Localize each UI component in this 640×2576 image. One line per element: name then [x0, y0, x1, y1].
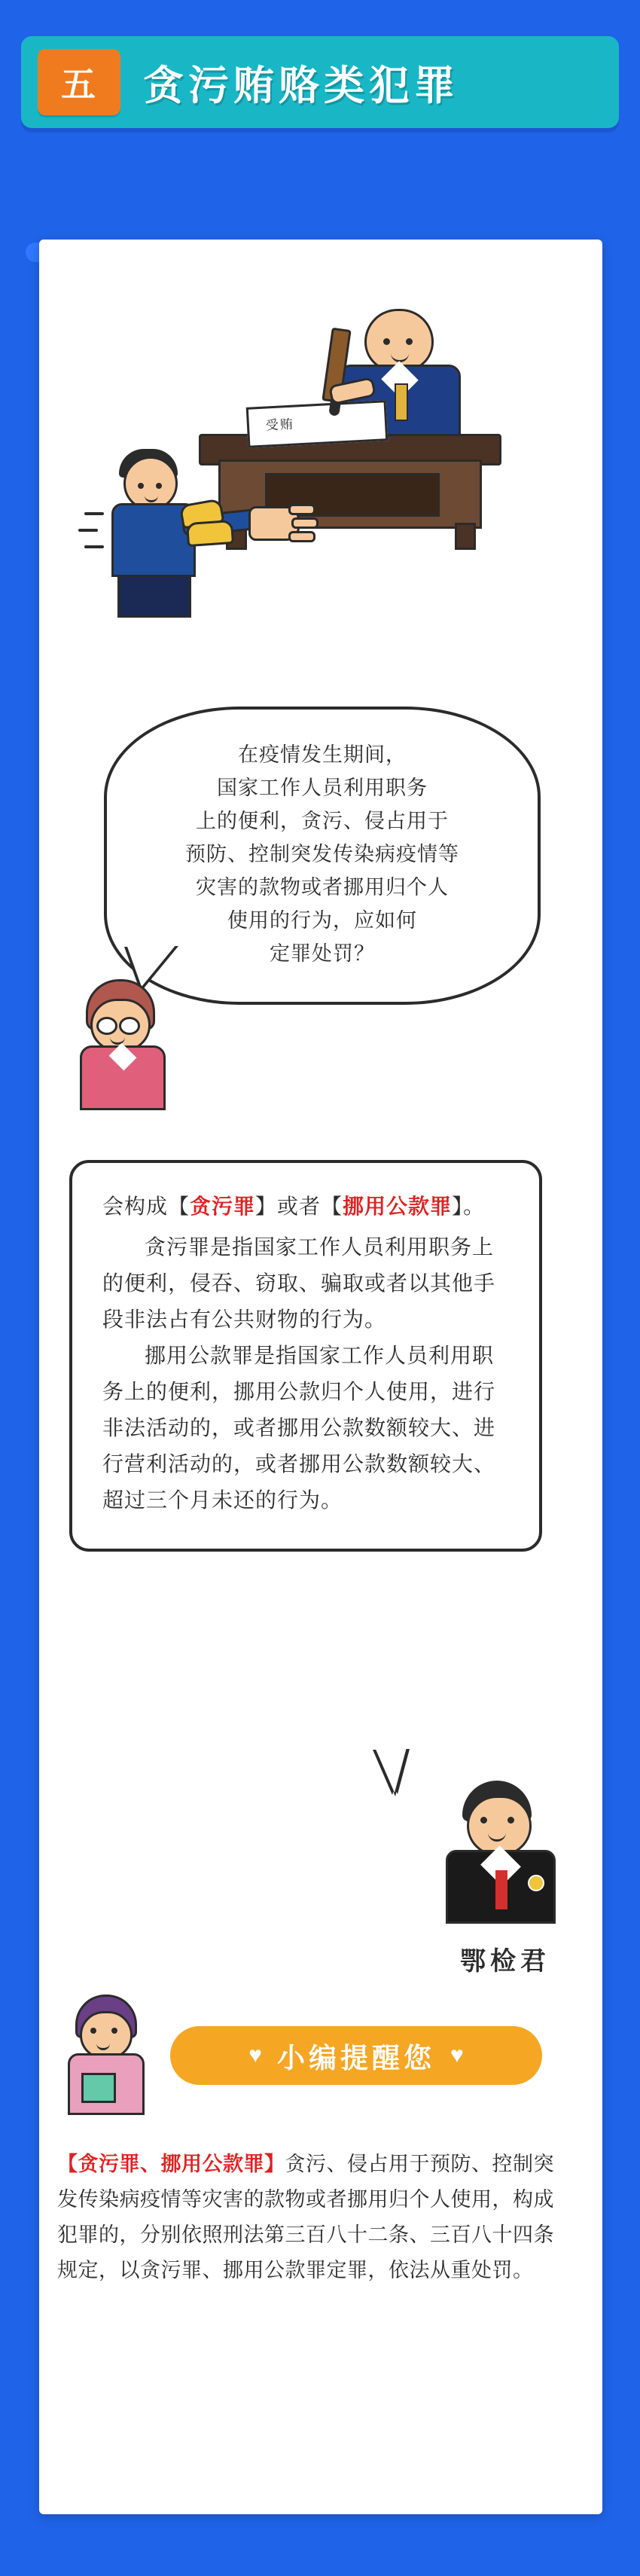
editor-face-icon — [80, 2011, 133, 2059]
asker-glasses-left-icon — [96, 1017, 117, 1035]
editor-book-icon — [81, 2073, 116, 2103]
answer-lead-line — [102, 1189, 509, 1225]
question-line: 上的便利，贪污、侵占用于 — [196, 810, 449, 832]
hand-finger-icon — [291, 517, 318, 529]
editor-eye-left-icon — [90, 2028, 96, 2034]
paper-writing-text: 受贿 — [265, 417, 295, 433]
gold-ingot-icon — [186, 520, 234, 547]
desk-leg-right-icon — [455, 523, 476, 550]
section-title: 贪污贿赂类犯罪 — [143, 63, 459, 108]
answer-paragraph: 挪用公款罪是指国家工作人员利用职务上的便利，挪用公款归个人使用，进行非法活动的，或者挪用公款数额较大、进行营利活动的，或者挪用公款数额较大、超过三个月未还的行为。 — [102, 1344, 496, 1512]
briber-eye-left-icon — [138, 483, 144, 489]
asker-collar-icon — [109, 1043, 137, 1071]
official-eye-right-icon — [406, 338, 413, 345]
motion-line-icon — [84, 512, 104, 515]
answer-crime-2: 挪用公款罪 — [343, 1195, 453, 1218]
footer-legal-note — [57, 2147, 554, 2288]
answer-lead-prefix: 会构成【 — [102, 1195, 190, 1218]
section-number: 五 — [38, 49, 120, 115]
editor-eye-right-icon — [111, 2028, 117, 2034]
hand-finger-icon — [288, 531, 315, 542]
receiving-hand-icon — [248, 506, 300, 541]
briber-mouth-icon — [145, 493, 158, 502]
editor-reminder-banner — [170, 2026, 542, 2085]
answer-lead-suffix: 】。 — [452, 1195, 486, 1218]
answer-crime-1: 贪污罪 — [190, 1195, 256, 1218]
briber-legs-icon — [117, 571, 191, 618]
motion-line-icon — [84, 545, 104, 548]
question-line: 在疫情发生期间， — [238, 743, 407, 766]
answer-bubble-tail — [375, 1747, 407, 1793]
prosecutor-badge-icon — [528, 1875, 544, 1891]
section-header — [21, 36, 619, 128]
bribery-illustration — [39, 286, 602, 678]
heart-left-icon: ♥ — [248, 2043, 262, 2068]
footer-body-text: 贪污、侵占用于预防、控制突发传染病疫情等灾害的款物或者挪用归个人使用，构成犯罪的，分别依照刑法第三百八十二条、三百八十四条规定，以贪污罪、挪用公款罪定罪，依法从重处罚。 — [57, 2153, 554, 2281]
prosecutor-eye-right-icon — [507, 1817, 514, 1824]
answer-lead-middle: 】或者【 — [255, 1195, 343, 1218]
asker-avatar — [72, 979, 178, 1107]
prosecutor-name: 鄂检君 — [460, 1948, 550, 1976]
editor-avatar — [62, 1995, 152, 2115]
prosecutor-avatar — [429, 1781, 572, 1931]
answer-paragraph: 贪污罪是指国家工作人员利用职务上的便利，侵吞、窃取、骗取或者以其他手段非法占有公共财物的行为。 — [102, 1235, 496, 1331]
prosecutor-body-icon — [446, 1850, 556, 1924]
footer-crime-label: 【贪污罪、挪用公款罪】 — [57, 2153, 285, 2175]
prosecutor-eye-left-icon — [480, 1817, 487, 1824]
prosecutor-tie-icon — [495, 1870, 507, 1909]
document-paper-icon — [246, 400, 389, 448]
question-line: 使用的行为，应如何 — [227, 909, 417, 932]
question-line: 预防、控制突发传染病疫情等 — [185, 843, 459, 865]
official-tie-icon — [395, 383, 408, 421]
asker-glasses-right-icon — [119, 1017, 140, 1035]
answer-speech-bubble — [69, 1160, 542, 1552]
motion-line-icon — [78, 529, 98, 532]
question-line: 定罪处罚？ — [270, 942, 375, 965]
question-line: 灾害的款物或者挪用归个人 — [196, 876, 449, 899]
official-eye-left-icon — [383, 338, 390, 345]
question-line: 国家工作人员利用职务 — [217, 777, 428, 799]
briber-eye-right-icon — [156, 483, 162, 489]
heart-right-icon: ♥ — [450, 2043, 464, 2068]
editor-reminder-label: 小编提醒您 — [277, 2043, 435, 2074]
asker-body-icon — [80, 1045, 166, 1110]
hand-finger-icon — [288, 504, 315, 515]
official-mouth-icon — [391, 352, 409, 362]
